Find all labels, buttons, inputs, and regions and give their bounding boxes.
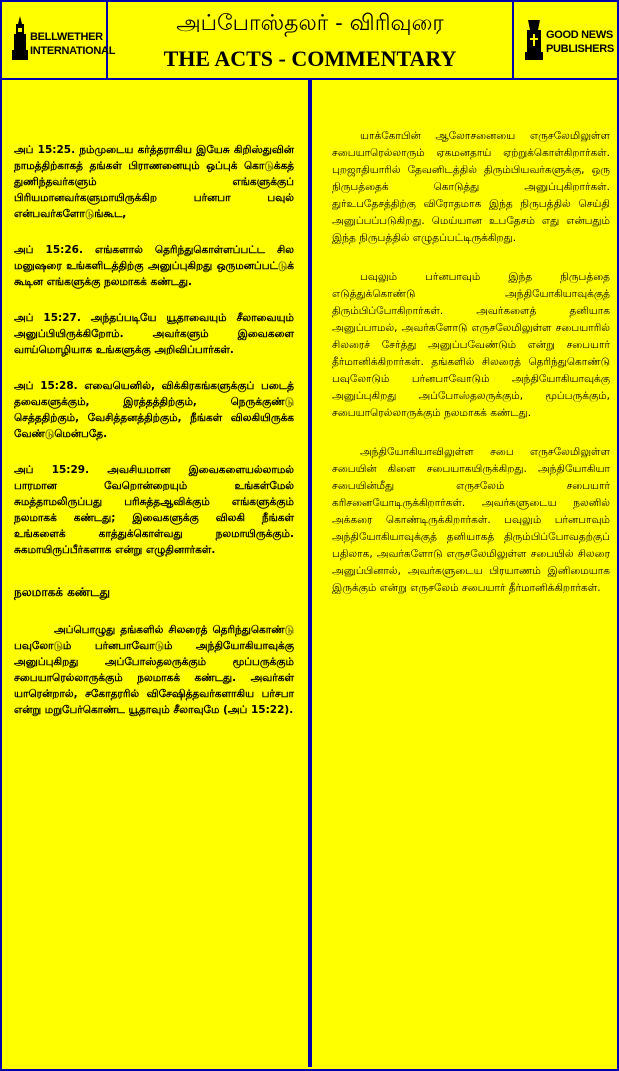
page-header bbox=[0, 0, 619, 80]
logo-line-1: GOOD NEWS bbox=[546, 29, 613, 41]
title-box bbox=[108, 2, 512, 78]
commentary-paragraph: பவுலும் பர்னபாவும் இந்த நிருபத்தை எடுத்துக்கொண்டு அந்தியோகியாவுக்குத் திரும்பிப்போகிறார்கள். அவர்களைத் தனியாக அனுப்பாமல், அவர்களோடு எருசலேமிலுள்ள சபையாரில் சிலரைச் சேர்த்து அனுப்பவேண்டும் என்று சபையார் தீர்மானிக்கிறார்கள். தங்களில் சிலரைத் தெரிந்துகொண்டு பவுலோடும் பர்னபாவோடும் அந்தியோகியாவுக்கு அனுப்புகிறது அப்போஸ்தலருக்கும், மூப்பருக்கும், சபையாரெல்லாருக்கும் நலமாகக் கண்டது. bbox=[332, 271, 610, 419]
commentary-paragraph: யாக்கோபின் ஆலோசனையை எருசலேமிலுள்ள சபையாரெல்லாரும் ஏகமனதாய் ஏற்றுக்கொள்கிறார்கள். புறஜாதியாரில் தேவனிடத்தில் திரும்பியவர்களுக்கு, ஒரு நிருபத்தைக் கொடுத்து அனுப்புகிறார்கள். துர்உபதேசத்திற்கு விரோதமாக இந்த நிருபத்தில் செய்தி அனுப்பப்படுகிறது. மெய்யான உபதேசம் எது என்பதும் இந்த நிருபத்தில் எழுதப்பட்டிருக்கிறது. bbox=[332, 130, 610, 244]
commentary-paragraph: அந்தியோகியாவிலுள்ள சபை எருசலேமிலுள்ள சபையின் கிளை சபையாகயிருக்கிறது. அந்தியோகியா சபையின்மீது எருசலேம் சபையார் கரிசனையோடிருக்கிறார்கள். அவர்களுடைய நலனில் அக்கரை கொண்டிருக்கிறார்கள். பவுலும் பர்னபாவும் அந்தியோகியாவுக்குத் தனியாகத் திரும்பிப்போவதற்குப் பதிலாக, அவர்களோடு எருசலேமிலுள்ள சபையில் சிலரை அனுப்பினால், அவர்களுடைய பிரயாணம் இனிமையாக இருக்கும் என்று எருசலேம் சபையார் தீர்மானிக்கிறார்கள். bbox=[332, 446, 610, 594]
page-title-english: THE ACTS - COMMENTARY bbox=[163, 46, 457, 71]
page-title-tamil: அப்போஸ்தலர் - விரிவுரை bbox=[176, 11, 444, 36]
logo-line-2: PUBLISHERS bbox=[546, 43, 614, 55]
section-subheading: நலமாகக் கண்டது bbox=[14, 585, 111, 599]
verse-paragraph: அப் 15:27. அந்தப்படியே யூதாவையும் சீலாவையும் அனுப்பியிருக்கிறோம். அவர்களும் இவைகளை வாய்மொழியாக உங்களுக்கு அறிவிப்பார்கள். bbox=[14, 312, 294, 356]
logo-line-2: INTERNATIONAL bbox=[30, 45, 116, 57]
left-column-text bbox=[14, 142, 294, 738]
closing-paragraph: அப்பொழுது தங்களில் சிலரைத் தெரிந்துகொண்டு பவுலோடும் பர்னபாவோடும் அந்தியோகியாவுக்கு அனுப்புகிறது அப்போஸ்தலருக்கும் மூப்பருக்கும் சபையாரெல்லாருக்கும் நலமாகக் கண்டது. அவர்கள் யாரென்றால், சகோதரரில் விசேஷித்தவர்களாகிய பர்சபா என்று மறுபேர்கொண்ட யூதாவும் சீலாவுமே (அப் 15:22). bbox=[14, 624, 294, 716]
verse-paragraph: அப் 15:29. அவசியமான இவைகளையல்லாமல் பாரமான வேறொன்றையும் உங்கள்மேல் சுமத்தாமலிருப்பது பரிசுத்தஆவிக்கும் எங்களுக்கும் நலமாகக் கண்டது; இவைகளுக்கு விலகி நீங்கள் உங்களைக் காத்துக்கொள்வது நலமாயிருக்கும். சுகமாயிருப்பீர்களாக என்று எழுதினார்கள். bbox=[14, 464, 294, 556]
book-icon bbox=[524, 20, 544, 60]
left-column bbox=[2, 80, 310, 1067]
good-news-logo bbox=[512, 2, 617, 78]
verse-paragraph: அப் 15:26. எங்களால் தெரிந்துகொள்ளப்பட்ட சில மனுஷரை உங்களிடத்திற்கு அனுப்புகிறது ஒருமனப்பட்டுக் கூடின எங்களுக்கு நலமாகக் கண்டது. bbox=[14, 244, 294, 288]
verse-paragraph: அப் 15:28. எவையெனில், விக்கிரகங்களுக்குப் படைத் தவைகளுக்கும், இரத்தத்திற்கும், நெருக்குண்டு செத்ததிற்கும், வேசித்தனத்திற்கும், நீங்கள் விலகியிருக்க வேண்டுமென்பதே. bbox=[14, 380, 294, 440]
verse-paragraph: அப் 15:25. நம்முடைய கர்த்தராகிய இயேசு கிறிஸ்துவின் நாமத்திற்காகத் தங்கள் பிராணனையும் ஒப்புக் கொடுக்கத் துணிந்தவர்களும் எங்களுக்குப் பிரியமானவர்களுமாயிருக்கிற பர்னபா பவுல் என்பவர்களோடுங்கூட, bbox=[14, 144, 294, 220]
logo-line-1: BELLWETHER bbox=[30, 31, 103, 43]
right-column-text bbox=[332, 128, 610, 619]
bellwether-logo bbox=[2, 2, 116, 78]
right-column bbox=[310, 80, 617, 1067]
bell-tower-icon bbox=[10, 16, 30, 60]
